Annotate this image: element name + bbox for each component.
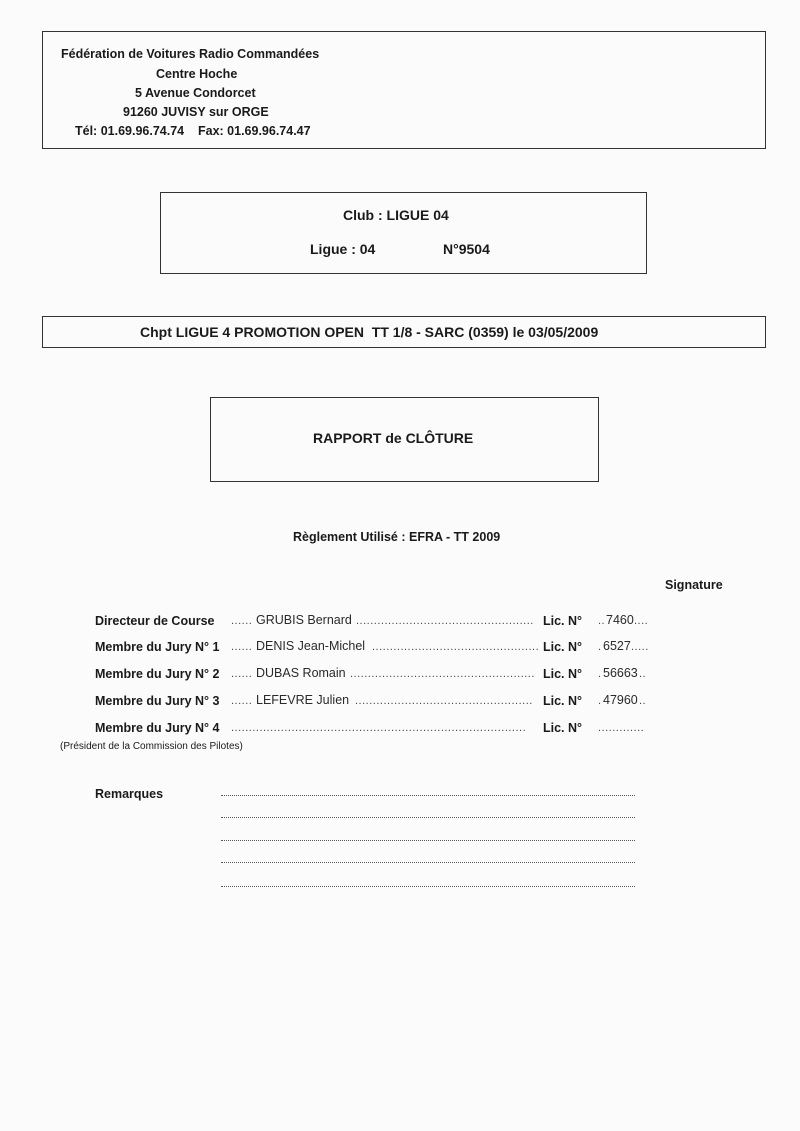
dot-leader: . — [598, 695, 602, 707]
official-role: Membre du Jury N° 3 — [95, 694, 220, 708]
remarks-label: Remarques — [95, 787, 164, 801]
official-role: Membre du Jury N° 1 — [95, 640, 220, 654]
lic-label: Lic. N° — [543, 614, 583, 628]
dot-leader: ...... — [231, 641, 253, 653]
remarks-line — [221, 839, 635, 841]
remarks-line — [221, 885, 635, 887]
federation-city: 91260 JUVISY sur ORGE — [123, 105, 269, 119]
dot-leader: .. — [639, 695, 647, 707]
dot-leader: .................................................. — [356, 615, 534, 627]
official-lic: 47960 — [603, 693, 638, 707]
dot-leader: . — [598, 668, 602, 680]
dot-leader: . — [598, 641, 602, 653]
lic-label: Lic. N° — [543, 640, 583, 654]
lic-label: Lic. N° — [543, 721, 583, 735]
federation-header-box — [42, 31, 766, 149]
reglement-line: Règlement Utilisé : EFRA - TT 2009 — [293, 530, 501, 544]
federation-centre: Centre Hoche — [156, 67, 238, 81]
official-name: DENIS Jean-Michel — [256, 639, 366, 653]
lic-label: Lic. N° — [543, 667, 583, 681]
jury4-note: (Président de la Commission des Pilotes) — [60, 741, 243, 752]
report-title: RAPPORT de CLÔTURE — [313, 430, 474, 446]
ligue-line: Ligue : 04 — [310, 241, 376, 257]
official-lic: 6527 — [603, 639, 631, 653]
club-line: Club : LIGUE 04 — [343, 207, 449, 223]
club-number: N°9504 — [443, 241, 490, 257]
championship-box — [42, 316, 766, 348]
federation-phone-fax: Tél: 01.69.96.74.74 Fax: 01.69.96.74.47 — [75, 124, 311, 138]
remarks-line — [221, 794, 635, 796]
official-name: LEFEVRE Julien — [256, 693, 350, 707]
official-name: GRUBIS Bernard — [256, 613, 352, 627]
remarks-line — [221, 816, 635, 818]
lic-label: Lic. N° — [543, 694, 583, 708]
official-role: Directeur de Course — [95, 614, 215, 628]
official-name: DUBAS Romain — [256, 666, 346, 680]
dot-leader: .................................................. — [355, 695, 533, 707]
dot-leader: .... — [634, 615, 649, 627]
dot-leader: ...... — [231, 615, 253, 627]
official-lic: 56663 — [603, 666, 638, 680]
dot-leader: ...... — [231, 695, 253, 707]
official-role: Membre du Jury N° 4 — [95, 721, 220, 735]
dot-leader: ............................................... — [372, 641, 540, 653]
club-box — [160, 192, 647, 274]
federation-street: 5 Avenue Condorcet — [135, 86, 256, 100]
report-title-box — [210, 397, 599, 482]
dot-leader: .. — [598, 615, 606, 627]
signature-header: Signature — [665, 578, 723, 592]
official-role: Membre du Jury N° 2 — [95, 667, 220, 681]
official-lic: 7460 — [606, 613, 634, 627]
dot-leader: .................................................... — [350, 668, 535, 680]
dot-leader: ..... — [631, 641, 649, 653]
dot-leader: ............. — [598, 722, 645, 734]
dot-leader: ................................................................................... — [231, 722, 527, 734]
remarks-line — [221, 861, 635, 863]
dot-leader: ...... — [231, 668, 253, 680]
federation-name: Fédération de Voitures Radio Commandées — [61, 47, 320, 61]
dot-leader: .. — [639, 668, 647, 680]
championship-title: Chpt LIGUE 4 PROMOTION OPEN TT 1/8 - SARC (0359) le 03/05/2009 — [140, 324, 599, 340]
